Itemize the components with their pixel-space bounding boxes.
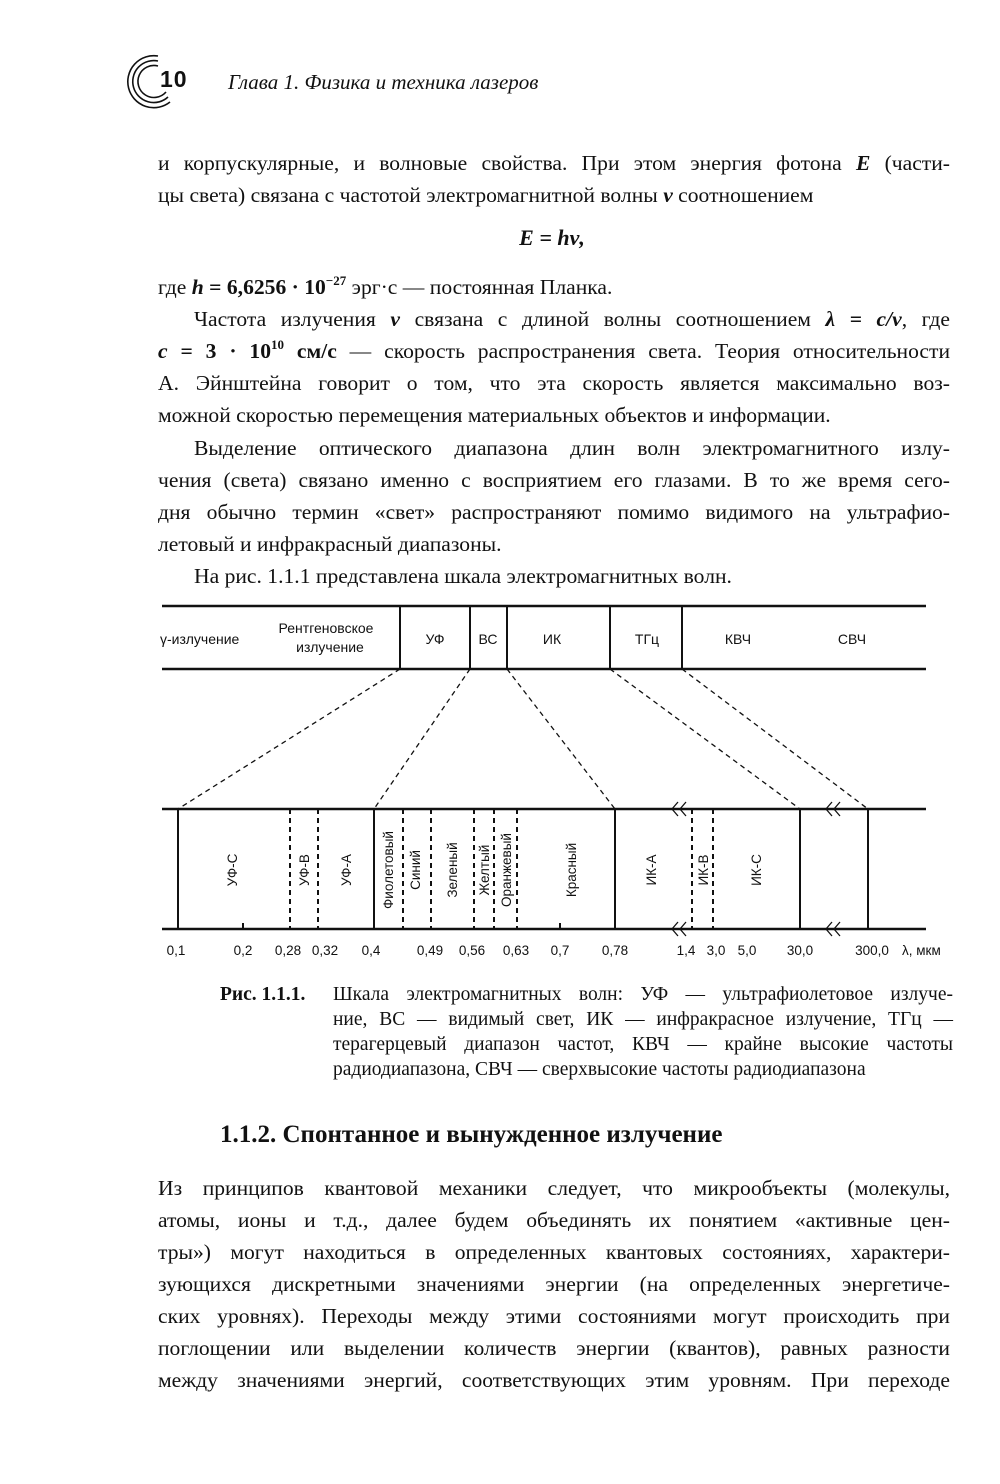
tick-label: 3,0 bbox=[706, 943, 726, 958]
band-uv-b: УФ-В bbox=[297, 854, 312, 886]
band-ir-a: ИК-А bbox=[644, 854, 659, 886]
band-ir: ИК bbox=[542, 631, 562, 647]
band-xray-line1: Рентгеновское bbox=[278, 620, 374, 636]
tick-label: 30,0 bbox=[786, 943, 814, 958]
band-blue: Синий bbox=[408, 850, 423, 890]
band-ir-c: ИК-С bbox=[749, 854, 764, 886]
bottom-scale-bar bbox=[162, 802, 926, 936]
running-title: Глава 1. Физика и техника лазеров bbox=[228, 70, 539, 94]
band-yellow: Желтый bbox=[477, 844, 492, 896]
tick-label: 300,0 bbox=[855, 943, 889, 958]
tick-label: 0,56 bbox=[458, 943, 486, 958]
tick-label: 0,4 bbox=[361, 943, 381, 958]
band-violet: Фиолетовый bbox=[381, 831, 396, 909]
expansion-dashed-lines bbox=[178, 669, 868, 809]
band-red: Красный bbox=[564, 842, 579, 898]
tick-label: 0,63 bbox=[502, 943, 530, 958]
band-ehf: КВЧ bbox=[724, 631, 752, 647]
caption-label: Рис. 1.1.1. bbox=[220, 984, 306, 1005]
band-thz: ТГц bbox=[634, 631, 660, 647]
band-visible: ВС bbox=[478, 631, 498, 647]
paragraph-2: Частота излучения ν связана с длиной волны соотношением λ = c/ν, где $c = 3 \cdot 10^{10}$ см/с — скорость распространения света. Теория относительности А. Эйнштейна говорит о том, что эта скорость является максимально воз- можной скоростью перемещения материальных объектов и информации. bbox=[158, 307, 951, 427]
tick-label: 0,32 bbox=[311, 943, 339, 958]
band-xray-line2: излучение bbox=[296, 639, 364, 655]
formula-photon-energy: E = hν, bbox=[519, 225, 585, 250]
tick-label: 0,49 bbox=[416, 943, 444, 958]
band-gamma: γ-излучение bbox=[160, 631, 240, 647]
tick-label: 0,7 bbox=[550, 943, 570, 958]
tick-label: 0,1 bbox=[166, 943, 186, 958]
paragraph-4: На рис. 1.1.1 представлена шкала электромагнитных волн. bbox=[194, 564, 732, 588]
tick-label: 1,4 bbox=[676, 943, 696, 958]
tick-label: 0,2 bbox=[233, 943, 253, 958]
tick-label: 5,0 bbox=[737, 943, 757, 958]
tick-label: 0,28 bbox=[274, 943, 302, 958]
paragraph-5: Из принципов квантовой механики следует, что микрообъекты (молекулы, атомы, ионы и т.д., далее будем объединять их понятием «активные цен- тры») могут находиться в определенных квантовых состояниях, характери- зующихся дискретными значениями энергии (на определенных энергетиче- ских уровнях). Переходы между этими состояниями могут происходить при поглощении или выделении количеств энергии (квантов), равных разности между значениями энергий, соответствующих этим уровням. При переходе bbox=[158, 1176, 950, 1392]
section-heading: 1.1.2. Спонтанное и вынужденное излучение bbox=[220, 1121, 723, 1148]
band-shf: СВЧ bbox=[837, 631, 867, 647]
paragraph-1: и корпускулярные, и волновые свойства. При этом энергия фотона E (части- цы света) связана с частотой электромагнитной волны ν соотношением bbox=[158, 151, 950, 207]
band-green: Зеленый bbox=[445, 842, 460, 898]
caption-text: Шкала электромагнитных волн: УФ — ультрафиолетовое излуче- ние, ВС — видимый свет, ИК — инфракрасное излучение, ТГц — терагерцевый диапазон частот, КВЧ — крайне высокие частоты радиодиапазона, СВЧ — сверхвысокие частоты радиодиапазона bbox=[333, 984, 953, 1080]
planck-constant-line: где $h = 6,6256 \cdot 10^{-27}$ эрг·с — постоянная Планка. bbox=[158, 273, 613, 299]
em-spectrum-figure bbox=[150, 596, 960, 971]
tick-label: 0,78 bbox=[601, 943, 629, 958]
page-number: 10 bbox=[160, 66, 188, 92]
band-ir-b: ИК-В bbox=[696, 854, 711, 886]
band-uv-a: УФ-А bbox=[339, 854, 354, 886]
band-uv: УФ bbox=[425, 631, 445, 647]
band-orange: Оранжевый bbox=[499, 833, 514, 907]
band-uv-c: УФ-С bbox=[225, 853, 240, 887]
axis-unit-label: λ, мкм bbox=[902, 943, 941, 958]
paragraph-3: Выделение оптического диапазона длин волн электромагнитного излу- чения (света) связано именно с восприятием его глазами. В то же время сего- дня обычно термин «свет» распространяют помимо видимого на ультрафио- летовый и инфракрасный диапазоны. bbox=[158, 436, 950, 556]
